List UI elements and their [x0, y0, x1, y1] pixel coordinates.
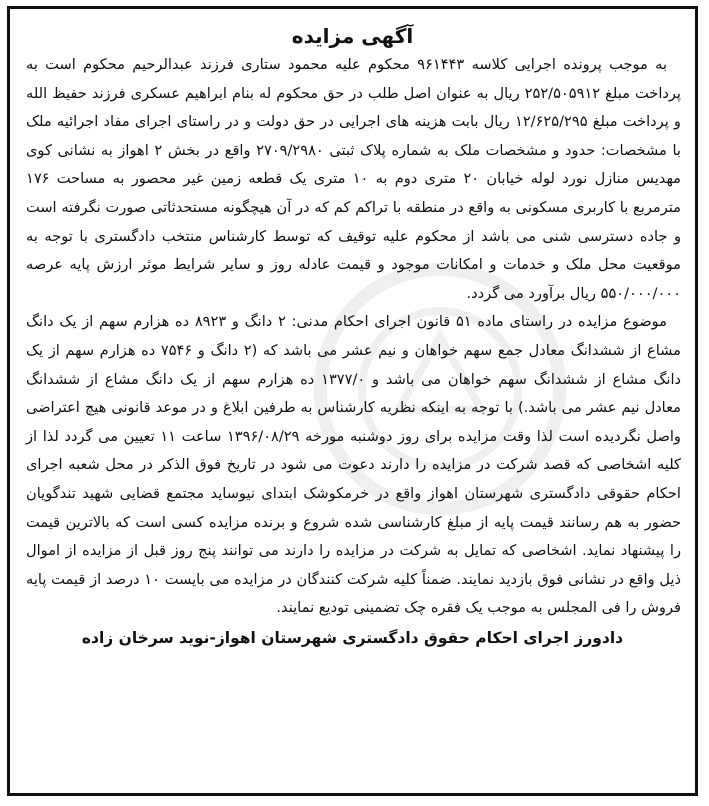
notice-paragraph-2: موضوع مزایده در راستای ماده ۵۱ قانون اجرای احکام مدنی: ۲ دانگ و ۸۹۲۳ ده هزارم سهم از یک دانگ مشاع از ششدانگ معادل جمع سهم خواهان و نیم عشر می باشد که (۲ دانگ و ۷۵۴۶ ده هزارم سهم از یک دانگ مشاع از ششدانگ سهم خواهان می باشد و ۱۳۷۷/۰ ده هزارم سهم از یک دانگ مشاع از ششدانگ معادل نیم عشر می باشد.) با توجه به اینکه نظریه کارشناس به طرفین ابلاغ و در موعد قانونی هیچ اعتراضی واصل نگردیده است لذا وقت مزایده برای روز دوشنبه مورخه ۱۳۹۶/۰۸/۲۹ ساعت ۱۱ تعیین می گردد لذا از کلیه اشخاصی که قصد شرکت در مزایده را دارند دعوت می شود در تاریخ فوق الذکر در محل شعبه اجرای احکام حقوقی دادگستری شهرستان اهواز واقع در خرمکوشک ابتدای نیوساید مجتمع قضایی شهید تندگویان حضور به هم رسانند قیمت پایه از مبلغ کارشناسی شده شروع و برنده مزایده کسی است که بالاترین قیمت را پیشنهاد نماید. اشخاصی که تمایل به شرکت در مزایده را دارند می توانند پنج روز قبل از مزایده از اموال ذیل واقع در نشانی فوق بازدید نمایند. ضمناً کلیه شرکت کنندگان در مزایده می بایست ۱۰ درصد از قیمت پایه فروش را فی المجلس به موجب یک فقره چک تضمینی تودیع نمایند. [26, 313, 681, 617]
notice-paragraph-1: به موجب پرونده اجرایی کلاسه ۹۶۱۴۴۳ محکوم علیه محمود ستاری فرزند عبدالرحیم محکوم است به پرداخت مبلغ ۲۵۲/۵۰۵۹۱۲ ریال به عنوان اصل طلب در حق محکوم له بنام ابراهیم عسکری فرزند حفیظ الله و پرداخت مبلغ ۱۲/۶۲۵/۲۹۵ ریال بابت هزینه های اجرایی در حق دولت و در راستای اجرای مفاد اجرائیه ملک با مشخصات: حدود و مشخصات ملک به شماره پلاک ثبتی ۲۷۰۹/۲۹۸۰ واقع در بخش ۲ اهواز به نشانی کوی مهدیس منازل نورد لوله خیابان ۲۰ متری دوم به ۱۰ متری یک قطعه زمین غیر محصور به مساحت ۱۷۶ مترمربع با کاربری مسکونی به واقع در منطقه با تراکم کم که در آن هیچگونه مستحدثاتی صورت نگرفته است و جاده دسترسی شنی می باشد از محکوم علیه توقیف که توسط کارشناس منتخب دادگستری با توجه به موقعیت محل ملک و خدمات و امکانات موجود و قیمت عادله روز و سایر شرایط موثر ارزش پایه عرصه ۵۵۰/۰۰۰/۰۰۰ ریال برآورد می گردد. [26, 56, 681, 302]
notice-signature: دادورز اجرای احکام حقوق دادگستری شهرستان اهواز-نوید سرخان زاده [81, 628, 624, 647]
notice-title: آگهی مزایده [291, 24, 414, 48]
notice-frame [7, 6, 698, 796]
notice-body [10, 51, 695, 623]
